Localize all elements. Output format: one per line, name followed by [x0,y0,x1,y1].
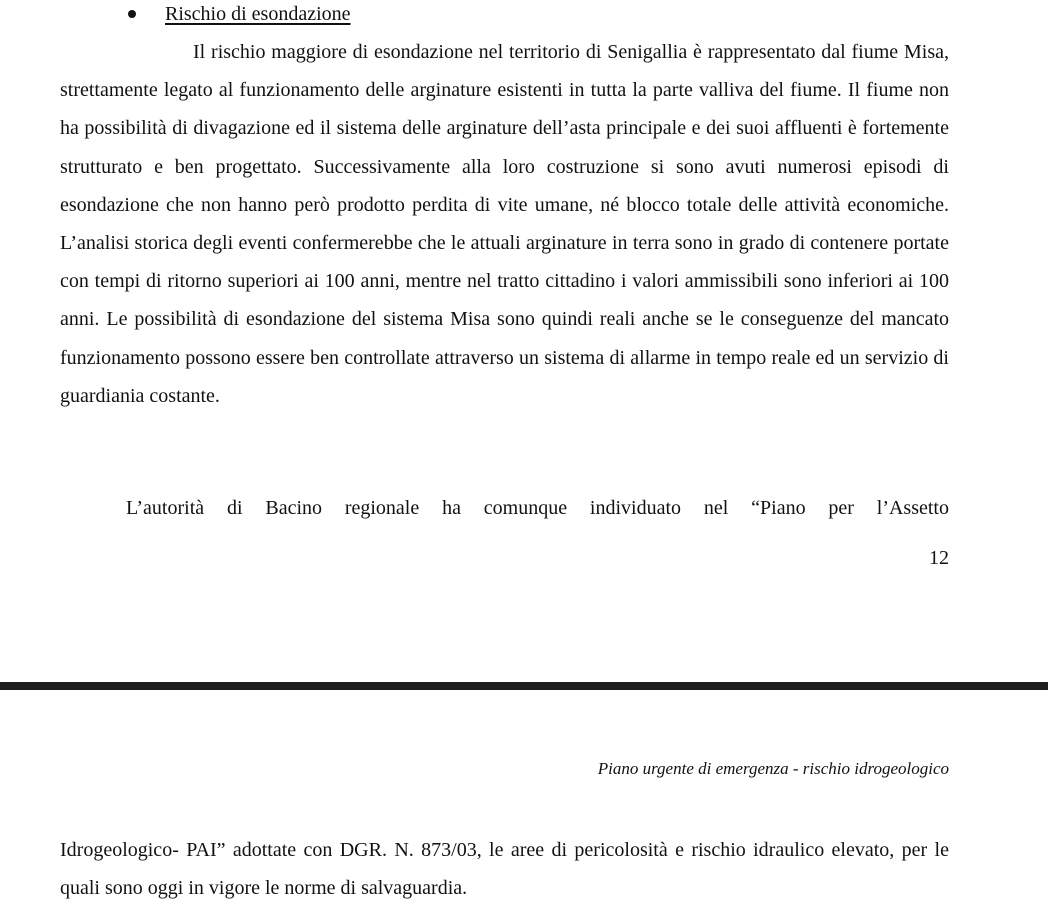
bullet-point-icon [128,10,136,18]
page-break-divider [0,682,1048,690]
section-heading: Rischio di esondazione [165,2,351,25]
document-page-bottom [0,690,1048,898]
paragraph-continued: Idrogeologico- PAI” adottate con DGR. N. 873/03, le aree di pericolosità e rischio idraulico elevato, per le quali sono oggi in vigore le norme di salvaguardia. [60,839,949,899]
page-number: 12 [929,547,949,569]
body-paragraph: Il rischio maggiore di esondazione nel territorio di Senigallia è rappresentato dal fiume Misa, strettamente legato al funzionamento delle arginature esistenti in tutta la parte valliva del fiume. Il fiume non ha possibilità di divagazione ed il sistema delle arginature dell’asta principale e dei suoi affluenti è fortemente strutturato e ben progettato. Successivamente alla loro costruzione si sono avuti numerosi episodi di esondazione che non hanno però prodotto perdita di vite umane, né blocco totale delle attività economiche. L’analisi storica degli eventi confermerebbe che le attuali arginature in terra sono in grado di contenere portate con tempi di ritorno superiori ai 100 anni, mentre nel tratto cittadino i valori ammissibili sono inferiori ai 100 anni. Le possibilità di esondazione del sistema Misa sono quindi reali anche se le conseguenze del mancato funzionamento possono essere ben controllate attraverso un sistema di allarme in tempo reale ed un servizio di guardiania costante. [60,41,949,407]
running-header: Piano urgente di emergenza - rischio idrogeologico [597,759,949,778]
paragraph-start: L’autorità di Bacino regionale ha comunque individuato nel “Piano per l’Assetto [126,497,949,519]
bullet-item [118,0,351,28]
